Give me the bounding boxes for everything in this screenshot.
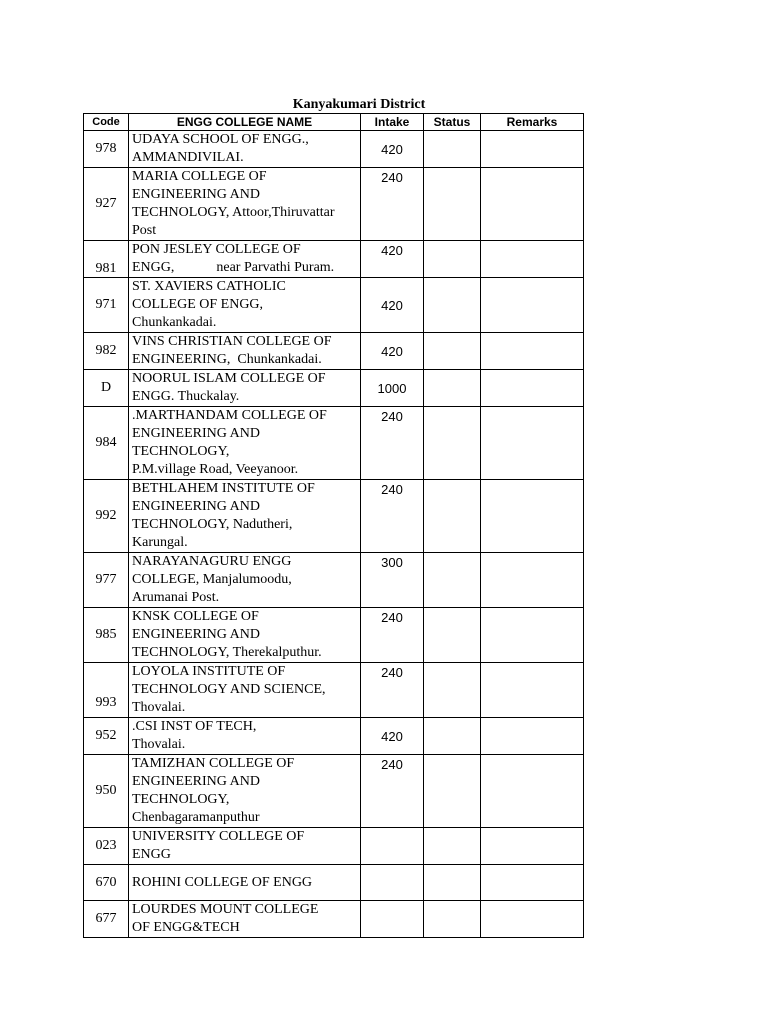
cell-intake: 240 bbox=[361, 663, 424, 718]
cell-intake: 420 bbox=[361, 278, 424, 333]
table-row bbox=[84, 718, 584, 755]
cell-code: 677 bbox=[84, 901, 129, 938]
table-row bbox=[84, 755, 584, 828]
cell-status bbox=[424, 278, 481, 333]
cell-code: 978 bbox=[84, 131, 129, 168]
table-header-row bbox=[84, 114, 584, 131]
table-row bbox=[84, 278, 584, 333]
cell-code: 992 bbox=[84, 480, 129, 553]
cell-college-name: .MARTHANDAM COLLEGE OF ENGINEERING AND TECHNOLOGY, P.M.village Road, Veeyanoor. bbox=[129, 407, 361, 480]
cell-code: 981 bbox=[84, 241, 129, 278]
cell-college-name: UNIVERSITY COLLEGE OF ENGG bbox=[129, 828, 361, 865]
cell-code: 977 bbox=[84, 553, 129, 608]
cell-intake: 240 bbox=[361, 407, 424, 480]
cell-intake: 420 bbox=[361, 131, 424, 168]
cell-status bbox=[424, 168, 481, 241]
cell-code: 927 bbox=[84, 168, 129, 241]
cell-code: 971 bbox=[84, 278, 129, 333]
table-row bbox=[84, 901, 584, 938]
cell-status bbox=[424, 553, 481, 608]
cell-status bbox=[424, 718, 481, 755]
table-row bbox=[84, 333, 584, 370]
cell-code: 950 bbox=[84, 755, 129, 828]
cell-remarks bbox=[481, 370, 584, 407]
college-table bbox=[83, 113, 584, 938]
cell-intake: 1000 bbox=[361, 370, 424, 407]
cell-status bbox=[424, 608, 481, 663]
cell-code: 982 bbox=[84, 333, 129, 370]
cell-intake: 420 bbox=[361, 333, 424, 370]
header-college-name: ENGG COLLEGE NAME bbox=[129, 114, 361, 131]
cell-college-name: MARIA COLLEGE OF ENGINEERING AND TECHNOLOGY, Attoor,Thiruvattar Post bbox=[129, 168, 361, 241]
cell-remarks bbox=[481, 278, 584, 333]
cell-remarks bbox=[481, 608, 584, 663]
table-row bbox=[84, 663, 584, 718]
cell-college-name: ST. XAVIERS CATHOLIC COLLEGE OF ENGG, Chunkankadai. bbox=[129, 278, 361, 333]
cell-remarks bbox=[481, 828, 584, 865]
cell-college-name: UDAYA SCHOOL OF ENGG., AMMANDIVILAI. bbox=[129, 131, 361, 168]
table-row bbox=[84, 828, 584, 865]
cell-remarks bbox=[481, 865, 584, 901]
cell-status bbox=[424, 131, 481, 168]
cell-status bbox=[424, 663, 481, 718]
cell-remarks bbox=[481, 663, 584, 718]
cell-code: 023 bbox=[84, 828, 129, 865]
cell-college-name: PON JESLEY COLLEGE OF ENGG, near Parvathi Puram. bbox=[129, 241, 361, 278]
cell-remarks bbox=[481, 168, 584, 241]
cell-code: 984 bbox=[84, 407, 129, 480]
cell-college-name: VINS CHRISTIAN COLLEGE OF ENGINEERING, Chunkankadai. bbox=[129, 333, 361, 370]
cell-intake: 300 bbox=[361, 553, 424, 608]
cell-intake: 420 bbox=[361, 241, 424, 278]
cell-status bbox=[424, 865, 481, 901]
table-row bbox=[84, 407, 584, 480]
cell-intake: 240 bbox=[361, 168, 424, 241]
cell-code: 993 bbox=[84, 663, 129, 718]
cell-intake: 240 bbox=[361, 608, 424, 663]
table-row bbox=[84, 480, 584, 553]
table-row bbox=[84, 608, 584, 663]
cell-remarks bbox=[481, 131, 584, 168]
cell-college-name: KNSK COLLEGE OF ENGINEERING AND TECHNOLOGY, Therekalputhur. bbox=[129, 608, 361, 663]
cell-remarks bbox=[481, 553, 584, 608]
cell-status bbox=[424, 370, 481, 407]
cell-college-name: BETHLAHEM INSTITUTE OF ENGINEERING AND TECHNOLOGY, Nadutheri, Karungal. bbox=[129, 480, 361, 553]
cell-intake bbox=[361, 865, 424, 901]
cell-status bbox=[424, 480, 481, 553]
cell-intake: 240 bbox=[361, 480, 424, 553]
cell-intake bbox=[361, 901, 424, 938]
table-row bbox=[84, 241, 584, 278]
cell-college-name: TAMIZHAN COLLEGE OF ENGINEERING AND TECHNOLOGY, Chenbagaramanputhur bbox=[129, 755, 361, 828]
header-status: Status bbox=[424, 114, 481, 131]
cell-code: D bbox=[84, 370, 129, 407]
cell-college-name: NOORUL ISLAM COLLEGE OF ENGG. Thuckalay. bbox=[129, 370, 361, 407]
cell-remarks bbox=[481, 901, 584, 938]
cell-remarks bbox=[481, 718, 584, 755]
cell-status bbox=[424, 407, 481, 480]
cell-status bbox=[424, 333, 481, 370]
header-code: Code bbox=[84, 114, 129, 131]
cell-code: 952 bbox=[84, 718, 129, 755]
cell-code: 985 bbox=[84, 608, 129, 663]
cell-college-name: NARAYANAGURU ENGG COLLEGE, Manjalumoodu, Arumanai Post. bbox=[129, 553, 361, 608]
cell-remarks bbox=[481, 333, 584, 370]
table-row bbox=[84, 131, 584, 168]
cell-college-name: .CSI INST OF TECH, Thovalai. bbox=[129, 718, 361, 755]
cell-remarks bbox=[481, 407, 584, 480]
cell-status bbox=[424, 901, 481, 938]
table-row bbox=[84, 168, 584, 241]
cell-college-name: LOYOLA INSTITUTE OF TECHNOLOGY AND SCIENCE, Thovalai. bbox=[129, 663, 361, 718]
cell-intake: 420 bbox=[361, 718, 424, 755]
table-row bbox=[84, 370, 584, 407]
cell-college-name: LOURDES MOUNT COLLEGE OF ENGG&TECH bbox=[129, 901, 361, 938]
cell-intake bbox=[361, 828, 424, 865]
cell-code: 670 bbox=[84, 865, 129, 901]
cell-remarks bbox=[481, 480, 584, 553]
cell-remarks bbox=[481, 755, 584, 828]
cell-college-name: ROHINI COLLEGE OF ENGG bbox=[129, 865, 361, 901]
header-remarks: Remarks bbox=[481, 114, 584, 131]
page-title: Kanyakumari District bbox=[292, 97, 426, 112]
header-intake: Intake bbox=[361, 114, 424, 131]
cell-remarks bbox=[481, 241, 584, 278]
cell-intake: 240 bbox=[361, 755, 424, 828]
cell-status bbox=[424, 828, 481, 865]
cell-status bbox=[424, 241, 481, 278]
table-row bbox=[84, 865, 584, 901]
cell-status bbox=[424, 755, 481, 828]
table-row bbox=[84, 553, 584, 608]
